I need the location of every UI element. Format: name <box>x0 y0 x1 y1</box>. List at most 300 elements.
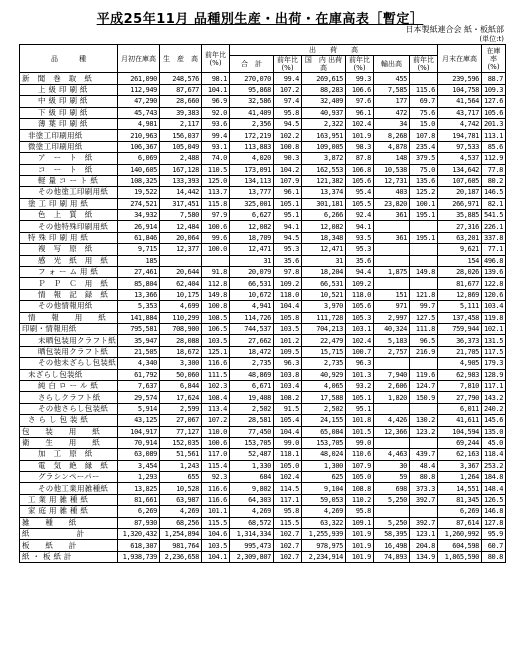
header-seisan: 生 産 高 <box>160 45 202 73</box>
row-value: 110,299 <box>160 312 202 323</box>
row-value: 618,307 <box>118 540 160 551</box>
row-value: 102.4 <box>346 335 374 346</box>
row-value: 134,642 <box>438 164 482 175</box>
row-value: 179.3 <box>482 358 506 369</box>
row-value: 41,611 <box>438 415 482 426</box>
row-value: 102.7 <box>274 529 302 540</box>
row-value: 133,393 <box>160 175 202 186</box>
row-value: 60.7 <box>482 540 506 551</box>
row-value: 269,615 <box>302 73 346 84</box>
row-value: 40,324 <box>374 323 410 334</box>
row-value: 2,488 <box>160 153 202 164</box>
row-value: 125.1 <box>202 346 230 357</box>
row-value: 107.2 <box>202 415 230 426</box>
row-name: ア ー ト 紙 <box>20 153 118 164</box>
row-value: 108.8 <box>346 483 374 494</box>
row-value: 104.2 <box>274 164 302 175</box>
row-value: 7,637 <box>118 380 160 391</box>
row-value: 361 <box>374 210 410 221</box>
row-value: 2,735 <box>230 358 274 369</box>
row-value: 152,035 <box>160 437 202 448</box>
row-value: 17,588 <box>302 392 346 403</box>
row-value <box>410 244 438 255</box>
row-value: 43,717 <box>438 107 482 118</box>
row-value: 15,715 <box>302 346 346 357</box>
row-value: 373.3 <box>410 483 438 494</box>
table-row <box>20 323 506 334</box>
row-value: 34,932 <box>118 210 160 221</box>
row-value: 4,941 <box>230 301 274 312</box>
table-row <box>20 267 506 278</box>
row-value: 43,125 <box>118 415 160 426</box>
row-value: 12,082 <box>302 221 346 232</box>
row-value: 107.9 <box>346 460 374 471</box>
row-value: 4,269 <box>230 506 274 517</box>
row-value: 109.2 <box>274 278 302 289</box>
header-kokunai-zennenhi: 前年比 (%) <box>346 56 374 73</box>
row-value: 104,594 <box>438 426 482 437</box>
row-name: 未晒包装用クラフト紙 <box>20 335 118 346</box>
row-value: 9,715 <box>118 244 160 255</box>
row-value: 101.9 <box>346 540 374 551</box>
row-value: 18,672 <box>160 346 202 357</box>
row-value: 104.6 <box>202 529 230 540</box>
row-value: 541.5 <box>482 210 506 221</box>
row-value: 103.5 <box>274 323 302 334</box>
row-value: 96.5 <box>410 335 438 346</box>
table-row <box>20 141 506 152</box>
row-value: 4,981 <box>118 118 160 129</box>
row-value: 61,846 <box>118 232 160 243</box>
row-value: 48,024 <box>302 449 346 460</box>
row-value: 95.8 <box>346 506 374 517</box>
row-value: 30 <box>374 460 410 471</box>
row-name: その他工業用雑種紙 <box>20 483 118 494</box>
table-row <box>20 369 506 380</box>
row-value: 118.4 <box>482 449 506 460</box>
table-row <box>20 153 506 164</box>
row-name: 純 白 ロ ー ル 紙 <box>20 380 118 391</box>
row-name: 塗 工 印 刷 用 紙 <box>20 198 118 209</box>
row-value: 69.7 <box>410 96 438 107</box>
row-value: 115.8 <box>202 198 230 209</box>
row-value: 13,374 <box>302 187 346 198</box>
row-value: 2,735 <box>302 358 346 369</box>
row-value: 4,065 <box>302 380 346 391</box>
row-value: 103.5 <box>202 335 230 346</box>
row-value: 105.4 <box>274 415 302 426</box>
row-value: 96.1 <box>274 187 302 198</box>
row-value: 94.5 <box>274 118 302 129</box>
row-value: 1,330 <box>230 460 274 471</box>
row-value: 149.8 <box>410 267 438 278</box>
row-value: 93.6 <box>202 118 230 129</box>
row-value: 52,487 <box>230 449 274 460</box>
row-value: 151 <box>374 289 410 300</box>
row-value: 101.1 <box>202 506 230 517</box>
row-value: 100.6 <box>202 221 230 232</box>
row-value: 455 <box>374 73 410 84</box>
row-value: 392.7 <box>410 494 438 505</box>
row-value <box>410 255 438 266</box>
row-value: 113.4 <box>202 403 230 414</box>
row-value: 117.1 <box>274 494 302 505</box>
row-value: 88,283 <box>302 84 346 95</box>
row-value: 94.5 <box>274 232 302 243</box>
row-value: 105,049 <box>160 141 202 152</box>
table-row <box>20 483 506 494</box>
row-value: 99.7 <box>410 301 438 312</box>
row-value: 105.6 <box>346 175 374 186</box>
row-value: 27,790 <box>438 392 482 403</box>
row-value: 113.7 <box>202 187 230 198</box>
row-value: 119.8 <box>482 312 506 323</box>
row-value: 12,366 <box>374 426 410 437</box>
row-value: 58,395 <box>374 529 410 540</box>
row-value: 128.9 <box>482 369 506 380</box>
row-value: 684 <box>230 472 274 483</box>
table-row <box>20 107 506 118</box>
row-value: 97,533 <box>438 141 482 152</box>
row-name: 新 聞 巻 取 紙 <box>20 73 118 84</box>
row-value: 704,213 <box>302 323 346 334</box>
row-value: 101.9 <box>346 529 374 540</box>
table-row <box>20 426 506 437</box>
row-value: 82.1 <box>482 198 506 209</box>
row-value: 93.1 <box>202 141 230 152</box>
row-value: 140,605 <box>118 164 160 175</box>
table-row <box>20 551 506 562</box>
row-value: 18,472 <box>230 346 274 357</box>
row-name: コ ー ト 紙 <box>20 164 118 175</box>
row-value: 2,606 <box>374 380 410 391</box>
row-value: 103.8 <box>274 369 302 380</box>
table-row <box>20 415 506 426</box>
row-value: 146.8 <box>482 506 506 517</box>
row-value: 95.8 <box>274 107 302 118</box>
row-name: 色 上 質 紙 <box>20 210 118 221</box>
row-name: 軽 量 コ ー ト 紙 <box>20 175 118 186</box>
row-value: 12,471 <box>230 244 274 255</box>
row-value: 95.3 <box>346 244 374 255</box>
row-name: さらしクラフト紙 <box>20 392 118 403</box>
row-value <box>410 437 438 448</box>
row-value: 80.2 <box>482 175 506 186</box>
row-value: 12,484 <box>160 221 202 232</box>
row-value: 145.6 <box>482 415 506 426</box>
row-value: 40,937 <box>302 107 346 118</box>
row-value: 125.2 <box>410 187 438 198</box>
row-value: 2,236,658 <box>160 551 202 562</box>
row-value: 107.8 <box>410 130 438 141</box>
row-name: その他塗工印刷用紙 <box>20 187 118 198</box>
row-value: 102.7 <box>274 551 302 562</box>
row-value: 114.5 <box>274 483 302 494</box>
row-value: 149.8 <box>202 289 230 300</box>
row-value: 103.1 <box>346 323 374 334</box>
row-value: 112.8 <box>202 278 230 289</box>
table-row <box>20 244 506 255</box>
row-value: 7,810 <box>438 380 482 391</box>
row-value: 1,938,739 <box>118 551 160 562</box>
row-value: 95.1 <box>274 210 302 221</box>
row-value: 110.0 <box>202 426 230 437</box>
row-value: 118.0 <box>274 289 302 300</box>
table-row <box>20 517 506 528</box>
row-value: 94.1 <box>274 221 302 232</box>
row-value: 100.0 <box>202 244 230 255</box>
row-value: 162,553 <box>302 164 346 175</box>
row-value <box>374 506 410 517</box>
row-name: 非塗工印刷用紙 <box>20 130 118 141</box>
row-name: 衛 生 用 紙 <box>20 437 118 448</box>
row-value: 109.1 <box>346 517 374 528</box>
row-value: 32,586 <box>230 96 274 107</box>
row-value: 118.0 <box>346 289 374 300</box>
row-value: 6,069 <box>118 153 160 164</box>
row-value: 90.3 <box>274 153 302 164</box>
row-value: 317,451 <box>160 198 202 209</box>
row-value: 122.8 <box>482 278 506 289</box>
row-name: グラシンペーパー <box>20 472 118 483</box>
row-value: 27,067 <box>160 415 202 426</box>
row-value: 131.5 <box>482 335 506 346</box>
row-value: 62,404 <box>160 278 202 289</box>
row-value: 744,537 <box>230 323 274 334</box>
row-value: 63,322 <box>302 517 346 528</box>
row-value: 59,053 <box>302 494 346 505</box>
row-name: 薄 葉 印 刷 紙 <box>20 118 118 129</box>
row-value <box>410 278 438 289</box>
row-value: 337.8 <box>482 232 506 243</box>
row-value: 1,264 <box>438 472 482 483</box>
row-value <box>374 221 410 232</box>
row-value: 137,458 <box>438 312 482 323</box>
row-value: 109.5 <box>274 346 302 357</box>
row-value <box>374 403 410 414</box>
row-value: 2,757 <box>374 346 410 357</box>
row-value: 35.6 <box>346 255 374 266</box>
row-value: 1,314,334 <box>230 529 274 540</box>
row-value: 10,538 <box>374 164 410 175</box>
row-value: 6,269 <box>118 506 160 517</box>
row-value: 172,219 <box>230 130 274 141</box>
row-value: 2,502 <box>302 403 346 414</box>
row-name: その他特殊印刷用紙 <box>20 221 118 232</box>
row-value: 103.5 <box>202 540 230 551</box>
row-value: 177 <box>374 96 410 107</box>
row-value: 127.5 <box>410 312 438 323</box>
row-value: 23,820 <box>374 198 410 209</box>
row-value: 92.0 <box>202 107 230 118</box>
row-value: 108.5 <box>202 312 230 323</box>
row-value: 102.2 <box>274 130 302 141</box>
row-value: 392.7 <box>410 517 438 528</box>
row-name: その他情報用紙 <box>20 301 118 312</box>
row-value: 148.4 <box>482 483 506 494</box>
row-value: 1,865,590 <box>438 551 482 562</box>
row-value: 26,914 <box>118 221 160 232</box>
row-value: 111.8 <box>410 323 438 334</box>
row-value: 20,064 <box>160 232 202 243</box>
table-row <box>20 278 506 289</box>
row-value: 80.8 <box>410 472 438 483</box>
row-value: 5,353 <box>118 301 160 312</box>
row-value: 2,309,807 <box>230 551 274 562</box>
row-value: 97.4 <box>274 96 302 107</box>
page-title: 平成25年11月 品種別生産・出荷・在庫高表［暫定］ <box>96 12 424 27</box>
row-value: 18,348 <box>302 232 346 243</box>
row-value: 2,322 <box>302 118 346 129</box>
row-value: 117.1 <box>482 380 506 391</box>
row-value: 105.0 <box>274 460 302 471</box>
row-value: 226.1 <box>482 221 506 232</box>
row-value: 12,731 <box>374 175 410 186</box>
table-row <box>20 232 506 243</box>
row-value: 173,091 <box>230 164 274 175</box>
row-value: 301,181 <box>302 198 346 209</box>
row-value: 20,079 <box>230 267 274 278</box>
row-value: 88.7 <box>482 73 506 84</box>
header-shukka: 出 荷 高 <box>230 45 438 56</box>
row-value: 5,250 <box>374 517 410 528</box>
row-value: 103.4 <box>482 301 506 312</box>
row-value: 4,878 <box>374 141 410 152</box>
row-value: 361 <box>374 232 410 243</box>
row-value: 28,088 <box>160 335 202 346</box>
row-name: 電 気 絶 縁 紙 <box>20 460 118 471</box>
row-name: フ ォ ー ム 用 紙 <box>20 267 118 278</box>
row-value: 20,187 <box>438 187 482 198</box>
row-value: 106,367 <box>118 141 160 152</box>
row-value: 68,572 <box>230 517 274 528</box>
row-value: 105.6 <box>346 301 374 312</box>
row-value: 87,677 <box>160 84 202 95</box>
row-value: 134.9 <box>410 551 438 562</box>
table-row <box>20 494 506 505</box>
row-value: 154 <box>438 255 482 266</box>
row-value: 102.3 <box>202 380 230 391</box>
row-value: 105.1 <box>274 198 302 209</box>
row-name: 印刷・情報用紙 <box>20 323 118 334</box>
row-value: 8,268 <box>374 130 410 141</box>
row-value: 126.5 <box>482 494 506 505</box>
row-value: 77,127 <box>160 426 202 437</box>
table-row <box>20 449 506 460</box>
table-row <box>20 164 506 175</box>
row-value: 91.8 <box>202 267 230 278</box>
row-value: 94.4 <box>346 267 374 278</box>
row-value: 119.6 <box>410 369 438 380</box>
row-value: 12,471 <box>302 244 346 255</box>
row-value <box>410 358 438 369</box>
row-value: 3,454 <box>118 460 160 471</box>
organization-label: 日本製紙連合会 紙・板紙部 <box>405 25 504 34</box>
row-value: 110.5 <box>202 164 230 175</box>
row-value <box>410 73 438 84</box>
row-value: 85.6 <box>482 141 506 152</box>
row-value: 63,201 <box>438 232 482 243</box>
row-name: 感 光 紙 用 紙 <box>20 255 118 266</box>
row-value: 3,872 <box>302 153 346 164</box>
row-value: 13,366 <box>118 289 160 300</box>
row-value: 240.2 <box>482 403 506 414</box>
row-value: 270,070 <box>230 73 274 84</box>
row-value: 123.2 <box>410 426 438 437</box>
row-value: 81,661 <box>118 494 160 505</box>
row-value: 101.3 <box>346 369 374 380</box>
row-value: 4,905 <box>438 358 482 369</box>
row-value: 19,522 <box>118 187 160 198</box>
row-value: 110.6 <box>346 449 374 460</box>
row-value: 95.1 <box>346 403 374 414</box>
row-value: 95.8 <box>274 506 302 517</box>
row-value: 62,983 <box>438 369 482 380</box>
row-value: 6,671 <box>230 380 274 391</box>
row-value: 13,825 <box>118 483 160 494</box>
row-value: 121,382 <box>302 175 346 186</box>
row-value: 35,885 <box>438 210 482 221</box>
table-row <box>20 84 506 95</box>
row-value: 184.8 <box>482 472 506 483</box>
row-value: 62,163 <box>438 449 482 460</box>
row-value: 16,498 <box>374 540 410 551</box>
table-row <box>20 96 506 107</box>
row-value <box>202 255 230 266</box>
table-row <box>20 255 506 266</box>
row-value: 195.1 <box>410 210 438 221</box>
row-value: 28,660 <box>160 96 202 107</box>
row-value: 101.9 <box>346 551 374 562</box>
row-value: 99.3 <box>346 73 374 84</box>
row-value: 104.4 <box>274 301 302 312</box>
unit-label: (単位:t) <box>479 35 504 43</box>
row-value: 115.5 <box>202 517 230 528</box>
row-value: 130.2 <box>410 415 438 426</box>
row-value: 2,997 <box>374 312 410 323</box>
row-value: 4,742 <box>438 118 482 129</box>
row-name: 情 報 記 録 紙 <box>20 289 118 300</box>
row-value: 35,947 <box>118 335 160 346</box>
row-value: 110.2 <box>346 494 374 505</box>
row-value: 87,614 <box>438 517 482 528</box>
row-value: 135.0 <box>482 426 506 437</box>
row-value: 4,463 <box>374 449 410 460</box>
row-value: 6,011 <box>438 403 482 414</box>
row-value: 10,175 <box>160 289 202 300</box>
table-row <box>20 301 506 312</box>
row-value: 112.9 <box>482 153 506 164</box>
row-value <box>374 358 410 369</box>
row-value: 113,883 <box>230 141 274 152</box>
row-value: 100.6 <box>202 437 230 448</box>
row-value: 101.2 <box>274 335 302 346</box>
row-name: 家 庭 用 雑 種 紙 <box>20 506 118 517</box>
row-value: 104.1 <box>202 551 230 562</box>
row-value: 118.1 <box>274 449 302 460</box>
row-value: 253.2 <box>482 460 506 471</box>
row-value: 10,521 <box>302 289 346 300</box>
row-value: 127.8 <box>482 517 506 528</box>
row-value: 439.7 <box>410 449 438 460</box>
table-row <box>20 198 506 209</box>
row-value: 156,037 <box>160 130 202 141</box>
row-value: 74,893 <box>374 551 410 562</box>
row-value: 95.9 <box>482 529 506 540</box>
row-value: 98.1 <box>202 73 230 84</box>
row-value: 14,551 <box>438 483 482 494</box>
row-value: 113.1 <box>482 130 506 141</box>
